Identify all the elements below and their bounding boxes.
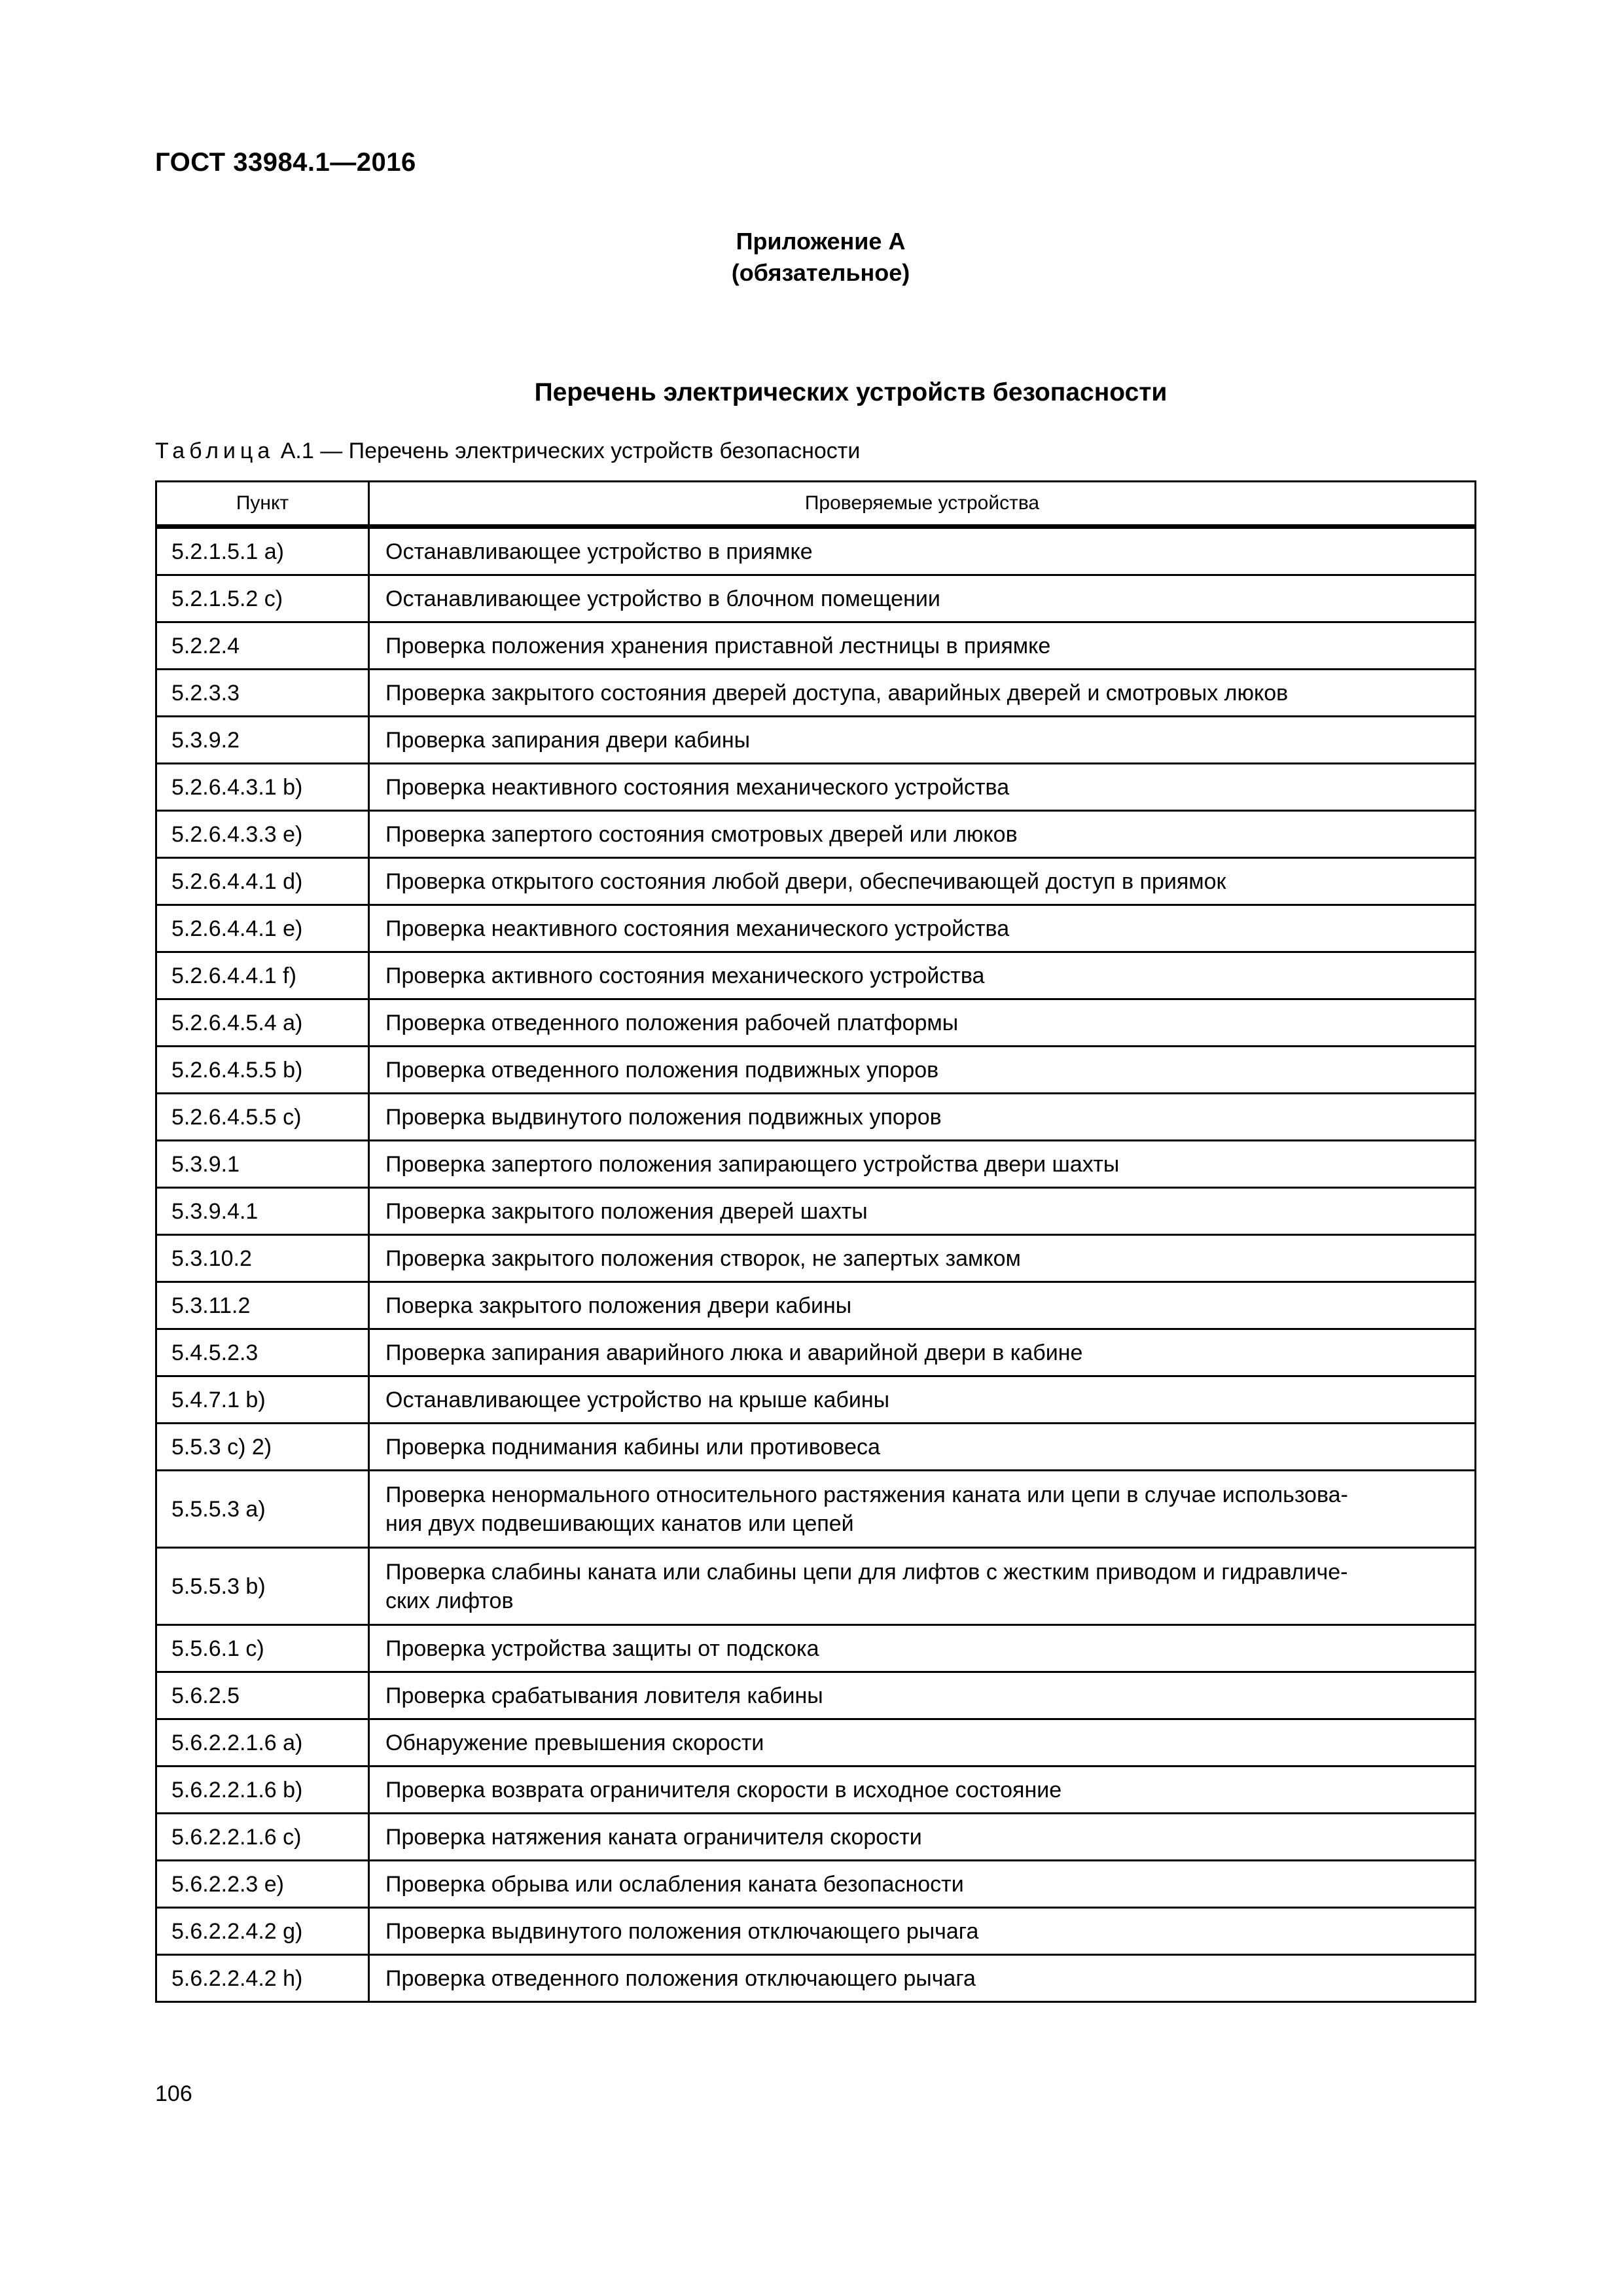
document-code: ГОСТ 33984.1—2016 bbox=[155, 148, 416, 177]
clause-cell: 5.4.5.2.3 bbox=[156, 1329, 369, 1376]
device-cell: Проверка слабины каната или слабины цепи для лифтов с жестким приводом и гидравличе- ских лифтов bbox=[369, 1548, 1476, 1625]
table-row bbox=[156, 1767, 1476, 1814]
device-cell: Проверка открытого состояния любой двери, обеспечивающей доступ в приямок bbox=[369, 858, 1476, 905]
clause-cell: 5.2.6.4.5.5 c) bbox=[156, 1094, 369, 1141]
table-row bbox=[156, 1719, 1476, 1767]
table-row bbox=[156, 1908, 1476, 1955]
device-cell: Проверка запертого состояния смотровых дверей или люков bbox=[369, 811, 1476, 858]
device-cell: Проверка запирания аварийного люка и аварийной двери в кабине bbox=[369, 1329, 1476, 1376]
clause-cell: 5.5.3 c) 2) bbox=[156, 1424, 369, 1471]
page-number: 106 bbox=[155, 2081, 192, 2106]
table-row bbox=[156, 1329, 1476, 1376]
table-row bbox=[156, 1282, 1476, 1329]
clause-cell: 5.6.2.2.3 e) bbox=[156, 1861, 369, 1908]
clause-cell: 5.6.2.2.4.2 g) bbox=[156, 1908, 369, 1955]
device-cell: Проверка отведенного положения подвижных упоров bbox=[369, 1047, 1476, 1094]
clause-cell: 5.6.2.2.1.6 a) bbox=[156, 1719, 369, 1767]
clause-cell: 5.6.2.5 bbox=[156, 1672, 369, 1719]
clause-cell: 5.3.10.2 bbox=[156, 1235, 369, 1282]
table-body bbox=[156, 527, 1476, 2002]
clause-cell: 5.2.3.3 bbox=[156, 670, 369, 717]
clause-cell: 5.5.5.3 a) bbox=[156, 1471, 369, 1548]
table-row bbox=[156, 858, 1476, 905]
table-header-row bbox=[156, 482, 1476, 527]
device-cell: Проверка неактивного состояния механического устройства bbox=[369, 905, 1476, 952]
device-cell: Проверка активного состояния механического устройства bbox=[369, 952, 1476, 999]
table-row bbox=[156, 1376, 1476, 1424]
table-caption-text: А.1 — Перечень электрических устройств безопасности bbox=[274, 439, 861, 463]
device-cell: Поверка закрытого положения двери кабины bbox=[369, 1282, 1476, 1329]
table-row bbox=[156, 811, 1476, 858]
device-cell: Проверка возврата ограничителя скорости в исходное состояние bbox=[369, 1767, 1476, 1814]
device-cell: Проверка неактивного состояния механического устройства bbox=[369, 764, 1476, 811]
clause-cell: 5.2.6.4.3.3 e) bbox=[156, 811, 369, 858]
device-cell: Проверка натяжения каната ограничителя скорости bbox=[369, 1814, 1476, 1861]
clause-cell: 5.2.1.5.1 a) bbox=[156, 527, 369, 575]
table-row bbox=[156, 1548, 1476, 1625]
table-row bbox=[156, 670, 1476, 717]
table-row bbox=[156, 1861, 1476, 1908]
device-cell: Проверка положения хранения приставной лестницы в приямке bbox=[369, 622, 1476, 670]
clause-cell: 5.3.9.4.1 bbox=[156, 1188, 369, 1235]
table-row bbox=[156, 527, 1476, 575]
device-cell: Проверка срабатывания ловителя кабины bbox=[369, 1672, 1476, 1719]
safety-devices-table bbox=[155, 480, 1476, 2003]
clause-cell: 5.2.1.5.2 c) bbox=[156, 575, 369, 622]
table-row bbox=[156, 1094, 1476, 1141]
device-cell: Проверка выдвинутого положения отключающего рычага bbox=[369, 1908, 1476, 1955]
device-cell: Останавливающее устройство в приямке bbox=[369, 527, 1476, 575]
clause-cell: 5.3.9.2 bbox=[156, 717, 369, 764]
table-row bbox=[156, 1955, 1476, 2002]
device-cell: Останавливающее устройство в блочном помещении bbox=[369, 575, 1476, 622]
clause-cell: 5.4.7.1 b) bbox=[156, 1376, 369, 1424]
table-row bbox=[156, 1471, 1476, 1548]
clause-cell: 5.6.2.2.1.6 b) bbox=[156, 1767, 369, 1814]
table-row bbox=[156, 764, 1476, 811]
clause-cell: 5.3.9.1 bbox=[156, 1141, 369, 1188]
clause-cell: 5.6.2.2.1.6 c) bbox=[156, 1814, 369, 1861]
table-row bbox=[156, 1814, 1476, 1861]
appendix-status: (обязательное) bbox=[731, 259, 910, 286]
device-cell: Проверка закрытого состояния дверей доступа, аварийных дверей и смотровых люков bbox=[369, 670, 1476, 717]
device-cell: Проверка поднимания кабины или противовеса bbox=[369, 1424, 1476, 1471]
device-cell: Проверка запирания двери кабины bbox=[369, 717, 1476, 764]
table-row bbox=[156, 905, 1476, 952]
clause-cell: 5.2.2.4 bbox=[156, 622, 369, 670]
section-title: Перечень электрических устройств безопасности bbox=[534, 378, 1168, 406]
table-row bbox=[156, 1141, 1476, 1188]
device-cell: Проверка ненормального относительного растяжения каната или цепи в случае использова- ния двух подвешивающих канатов или цепей bbox=[369, 1471, 1476, 1548]
table-row bbox=[156, 1235, 1476, 1282]
clause-cell: 5.5.5.3 b) bbox=[156, 1548, 369, 1625]
device-cell: Проверка отведенного положения отключающего рычага bbox=[369, 1955, 1476, 2002]
device-cell: Проверка выдвинутого положения подвижных упоров bbox=[369, 1094, 1476, 1141]
clause-cell: 5.5.6.1 c) bbox=[156, 1625, 369, 1672]
column-header-devices: Проверяемые устройства bbox=[369, 482, 1476, 527]
clause-cell: 5.2.6.4.4.1 e) bbox=[156, 905, 369, 952]
device-cell: Останавливающее устройство на крыше кабины bbox=[369, 1376, 1476, 1424]
clause-cell: 5.2.6.4.4.1 d) bbox=[156, 858, 369, 905]
table-row bbox=[156, 999, 1476, 1047]
table-row bbox=[156, 1424, 1476, 1471]
table-row bbox=[156, 1672, 1476, 1719]
clause-cell: 5.2.6.4.5.5 b) bbox=[156, 1047, 369, 1094]
table-row bbox=[156, 1047, 1476, 1094]
table-row bbox=[156, 622, 1476, 670]
table-row bbox=[156, 717, 1476, 764]
device-cell: Проверка обрыва или ослабления каната безопасности bbox=[369, 1861, 1476, 1908]
table-row bbox=[156, 952, 1476, 999]
device-cell: Обнаружение превышения скорости bbox=[369, 1719, 1476, 1767]
device-cell: Проверка закрытого положения дверей шахты bbox=[369, 1188, 1476, 1235]
clause-cell: 5.2.6.4.4.1 f) bbox=[156, 952, 369, 999]
table-row bbox=[156, 1188, 1476, 1235]
table-caption bbox=[155, 439, 860, 464]
clause-cell: 5.2.6.4.3.1 b) bbox=[156, 764, 369, 811]
table-row bbox=[156, 1625, 1476, 1672]
column-header-clause: Пункт bbox=[156, 482, 369, 527]
table-caption-label: Таблица bbox=[155, 439, 275, 463]
clause-cell: 5.6.2.2.4.2 h) bbox=[156, 1955, 369, 2002]
appendix-title: Приложение А bbox=[736, 228, 906, 255]
device-cell: Проверка отведенного положения рабочей платформы bbox=[369, 999, 1476, 1047]
table-row bbox=[156, 575, 1476, 622]
device-cell: Проверка закрытого положения створок, не запертых замком bbox=[369, 1235, 1476, 1282]
clause-cell: 5.3.11.2 bbox=[156, 1282, 369, 1329]
device-cell: Проверка устройства защиты от подскока bbox=[369, 1625, 1476, 1672]
clause-cell: 5.2.6.4.5.4 a) bbox=[156, 999, 369, 1047]
device-cell: Проверка запертого положения запирающего устройства двери шахты bbox=[369, 1141, 1476, 1188]
